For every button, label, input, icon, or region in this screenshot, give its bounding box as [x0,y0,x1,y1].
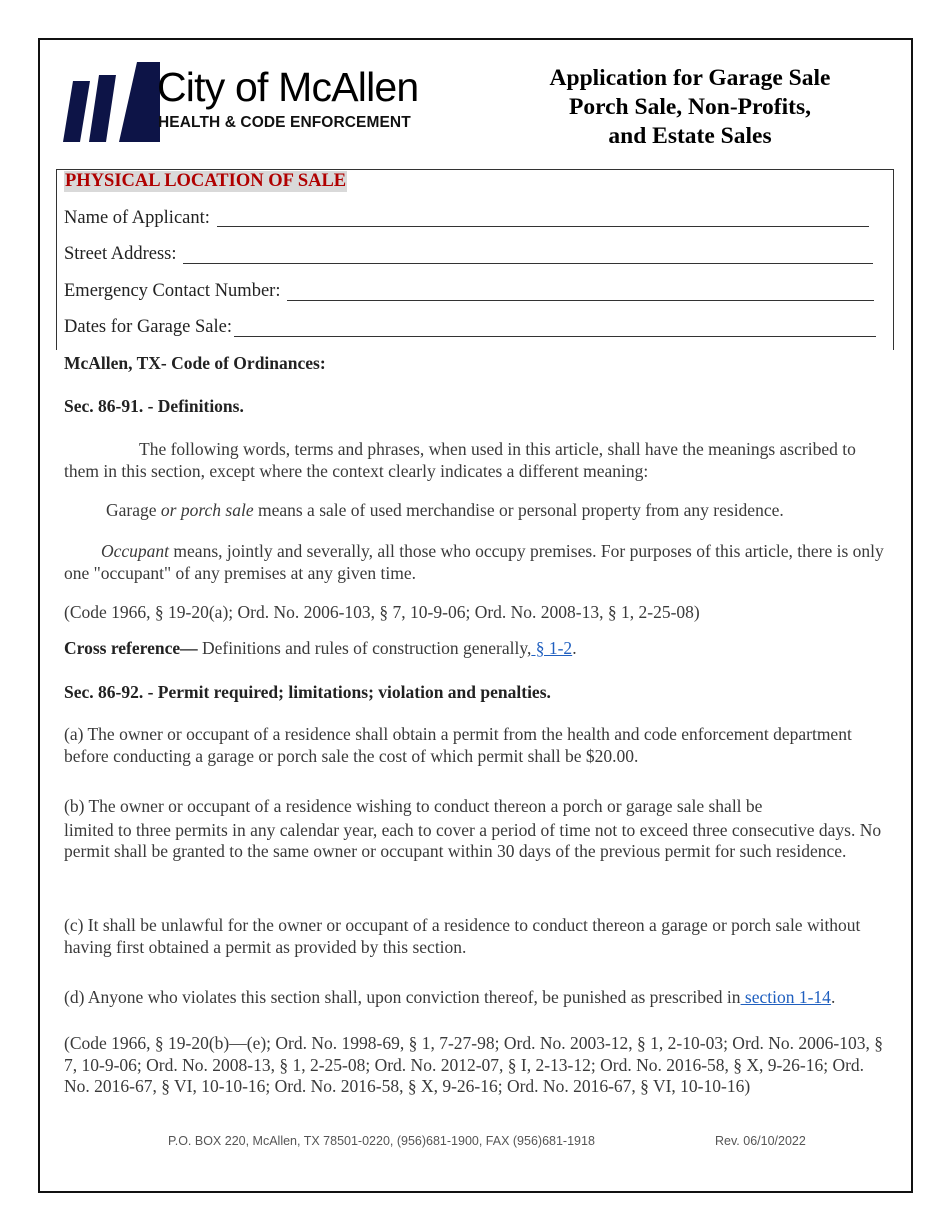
garage-term: or porch sale [160,500,254,520]
street-address-label: Street Address: [64,244,177,264]
section-1-14-link[interactable]: section 1-14 [740,987,831,1007]
cross-reference-text: Definitions and rules of construction generally, [197,638,532,658]
definitions-intro-text: The following words, terms and phrases, when used in this article, shall have the meanings ascribed to them in this section, except where the context clearly indicates a different meaning: [64,439,856,481]
ordinance-heading: McAllen, TX- Code of Ordinances: [64,353,326,373]
cross-reference-label: Cross reference— [64,638,198,658]
garage-sale-definition [64,500,896,522]
logo-city-name: City of McAllen [157,64,419,110]
garage-def: means a sale of used merchandise or personal property from any residence. [253,500,784,520]
title-line-3: and Estate Sales [608,123,772,149]
form-title [505,64,875,151]
occupant-def: means, jointly and severally, all those who occupy premises. For purposes of this article, there is only one "occupant" of any premises at any given time. [64,541,884,583]
city-logo [60,60,160,144]
paragraph-a: (a) The owner or occupant of a residence shall obtain a permit from the health and code enforcement department before conducting a garage or porch sale the cost of which permit shall be $20.00. [64,724,852,766]
section-86-91-heading: Sec. 86-91. - Definitions. [64,396,244,416]
title-line-2: Porch Sale, Non-Profits, [569,94,811,120]
logo-stripes-icon [60,60,160,144]
cross-reference-end: . [572,638,577,658]
applicant-name-field[interactable] [217,226,869,227]
section-86-91-history: (Code 1966, § 19-20(a); Ord. No. 2006-103, § 7, 10-9-06; Ord. No. 2008-13, § 1, 2-25-08) [64,602,700,622]
occupant-term: Occupant [101,541,170,561]
paragraph-b-line1: (b) The owner or occupant of a residence wishing to conduct thereon a porch or garage sale shall be [64,796,763,816]
footer-address: P.O. BOX 220, McAllen, TX 78501-0220, (956)681-1900, FAX (956)681-1918 [168,1134,595,1148]
sale-dates-label: Dates for Garage Sale: [64,317,232,337]
sale-dates-field[interactable] [234,336,876,337]
definitions-intro [64,439,884,482]
emergency-contact-label: Emergency Contact Number: [64,281,281,301]
street-address-field[interactable] [183,263,873,264]
occupant-definition [64,541,884,584]
title-line-1: Application for Garage Sale [549,65,831,91]
paragraph-b [64,796,884,863]
paragraph-b-rest: limited to three permits in any calendar year, each to cover a period of time not to exceed three consecutive days. No permit shall be granted to the same owner or occupant within 30 days of the previous permit for such residence. [64,819,882,861]
paragraph-d [64,987,884,1009]
section-1-2-link[interactable]: § 1-2 [531,638,573,658]
footer-revision: Rev. 06/10/2022 [715,1134,806,1148]
location-heading: PHYSICAL LOCATION OF SALE [65,171,347,191]
emergency-contact-field[interactable] [287,300,874,301]
logo-department: HEALTH & CODE ENFORCEMENT [158,114,411,131]
paragraph-d-end: . [830,987,836,1007]
section-86-92-history: (Code 1966, § 19-20(b)—(e); Ord. No. 1998-69, § 1, 7-27-98; Ord. No. 2003-12, § 1, 2-10-03; Ord. No. 2006-103, § 7, 10-9-06; Ord. No. 2008-13, § 1, 2-25-08; Ord. No. 2012-07, § I, 2-13-12; Ord. No. 2016-58, § X, 9-26-16; Ord. No. 2016-67, § VI, 10-10-16; Ord. No. 2016-58, § X, 9-26-16; Ord. No. 2016-67, § VI, 10-10-16) [64,1033,883,1096]
cross-reference [64,638,884,660]
garage-lead: Garage [106,500,161,520]
paragraph-d-text: (d) Anyone who violates this section shall, upon conviction thereof, be punished as prescribed in [64,987,741,1007]
applicant-name-label: Name of Applicant: [64,208,210,228]
section-86-92-heading: Sec. 86-92. - Permit required; limitations; violation and penalties. [64,682,551,702]
paragraph-c: (c) It shall be unlawful for the owner or occupant of a residence to conduct thereon a garage or porch sale without having first obtained a permit as provided by this section. [64,915,861,957]
